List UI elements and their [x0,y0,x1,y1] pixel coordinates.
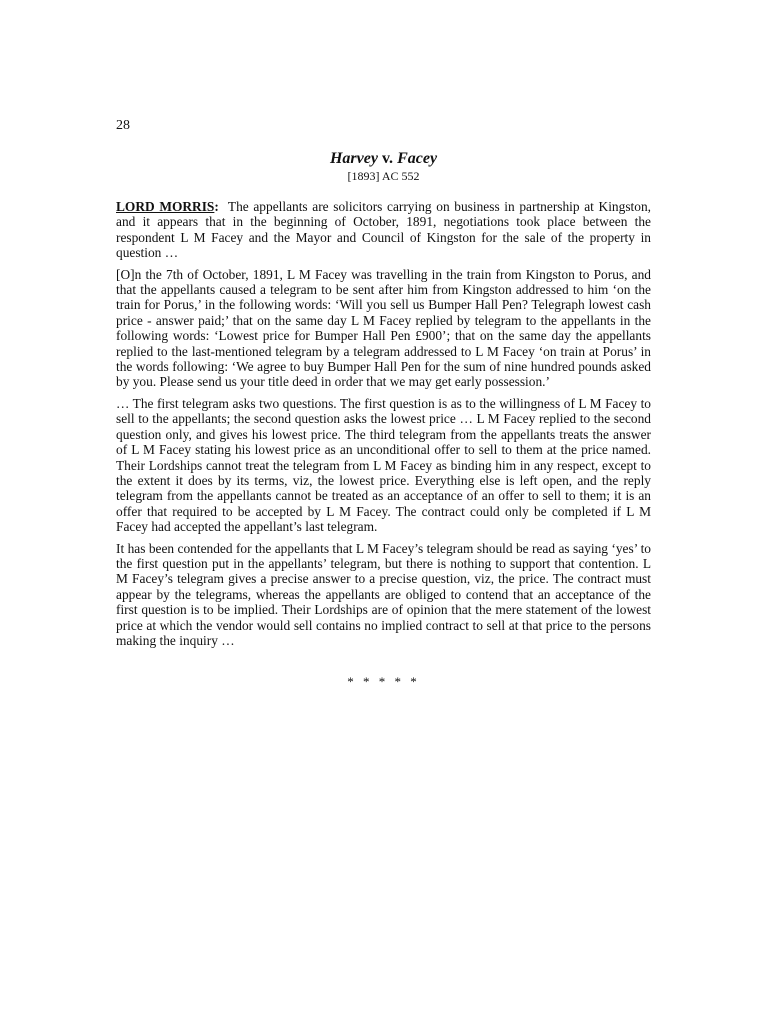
speaker-name: LORD MORRIS [116,199,215,214]
case-title [116,149,651,169]
speaker-colon: : [214,199,219,214]
judgment-paragraph-1 [116,199,655,261]
section-end-marker: * * * * * [347,674,420,690]
case-citation: [1893] AC 552 [347,169,420,183]
page-number: 28 [116,118,130,133]
case-versus: v. [381,150,394,167]
judgment-paragraph-4: It has been contended for the appellants that L M Facey’s telegram should be read as saying ‘yes’ to the first question put in the appellants’ telegram, but there is nothing to support that contention. L M Facey’s telegram gives a precise answer to a precise question, viz, the price. The contract must appear by the telegrams, whereas the appellants are obliged to contend that an acceptance of the first question is to be implied. Their Lordships are of opinion that the mere statement of the lowest price at which the vendor would sell contains no implied contract to sell at that price to the persons making the inquiry … [116,540,651,648]
case-party-2: Facey [397,150,438,167]
judgment-paragraph-3: … The first telegram asks two questions. The first question is as to the willingness of L M Facey to sell to the appellants; the second question asks the lowest price … L M Facey replied to the second question only, and gives his lowest price. The third telegram from the appellants treats the answer of L M Facey stating his lowest price as an unconditional offer to sell to them at the price named. Their Lordships cannot treat the telegram from L M Facey as binding him in any respect, except to the extent it does by its terms, viz, the lowest price. Everything else is left open, and the reply telegram from the appellants cannot be treated as an acceptance of an offer to sell to them; it is an offer that required to be accepted by L M Facey. The contract could only be completed if L M Facey had accepted the appellant’s last telegram. [116,395,651,535]
case-party-1: Harvey [329,150,378,167]
paragraph-1-text: The appellants are solicitors carrying on business in partnership at Kingston, and it appears that in the beginning of October, 1891, negotiations took place between the respondent L M Facey and the Mayor and Council of Kingston for the sale of the property in question … [116,199,655,261]
judgment-paragraph-2: [O]n the 7th of October, 1891, L M Facey was travelling in the train from Kingston to Porus, and that the appellants caused a telegram to be sent after him from Kingston addressed to him ‘on the train for Porus,’ in the following words: ‘Will you sell us Bumper Hall Pen? Telegraph lowest cash price - answer paid;’ that on the same day L M Facey replied by telegram to the appellants in the following words: ‘Lowest price for Bumper Hall Pen £900’; that on the same day the appellants replied to the last-mentioned telegram by a telegram addressed to L M Facey ‘on train at Porus’ in the words following: ‘We agree to buy Bumper Hall Pen for the sum of nine hundred pounds asked by you. Please send us your title deed in order that we may get early possession.’ [116,266,651,390]
document-page [116,117,655,690]
